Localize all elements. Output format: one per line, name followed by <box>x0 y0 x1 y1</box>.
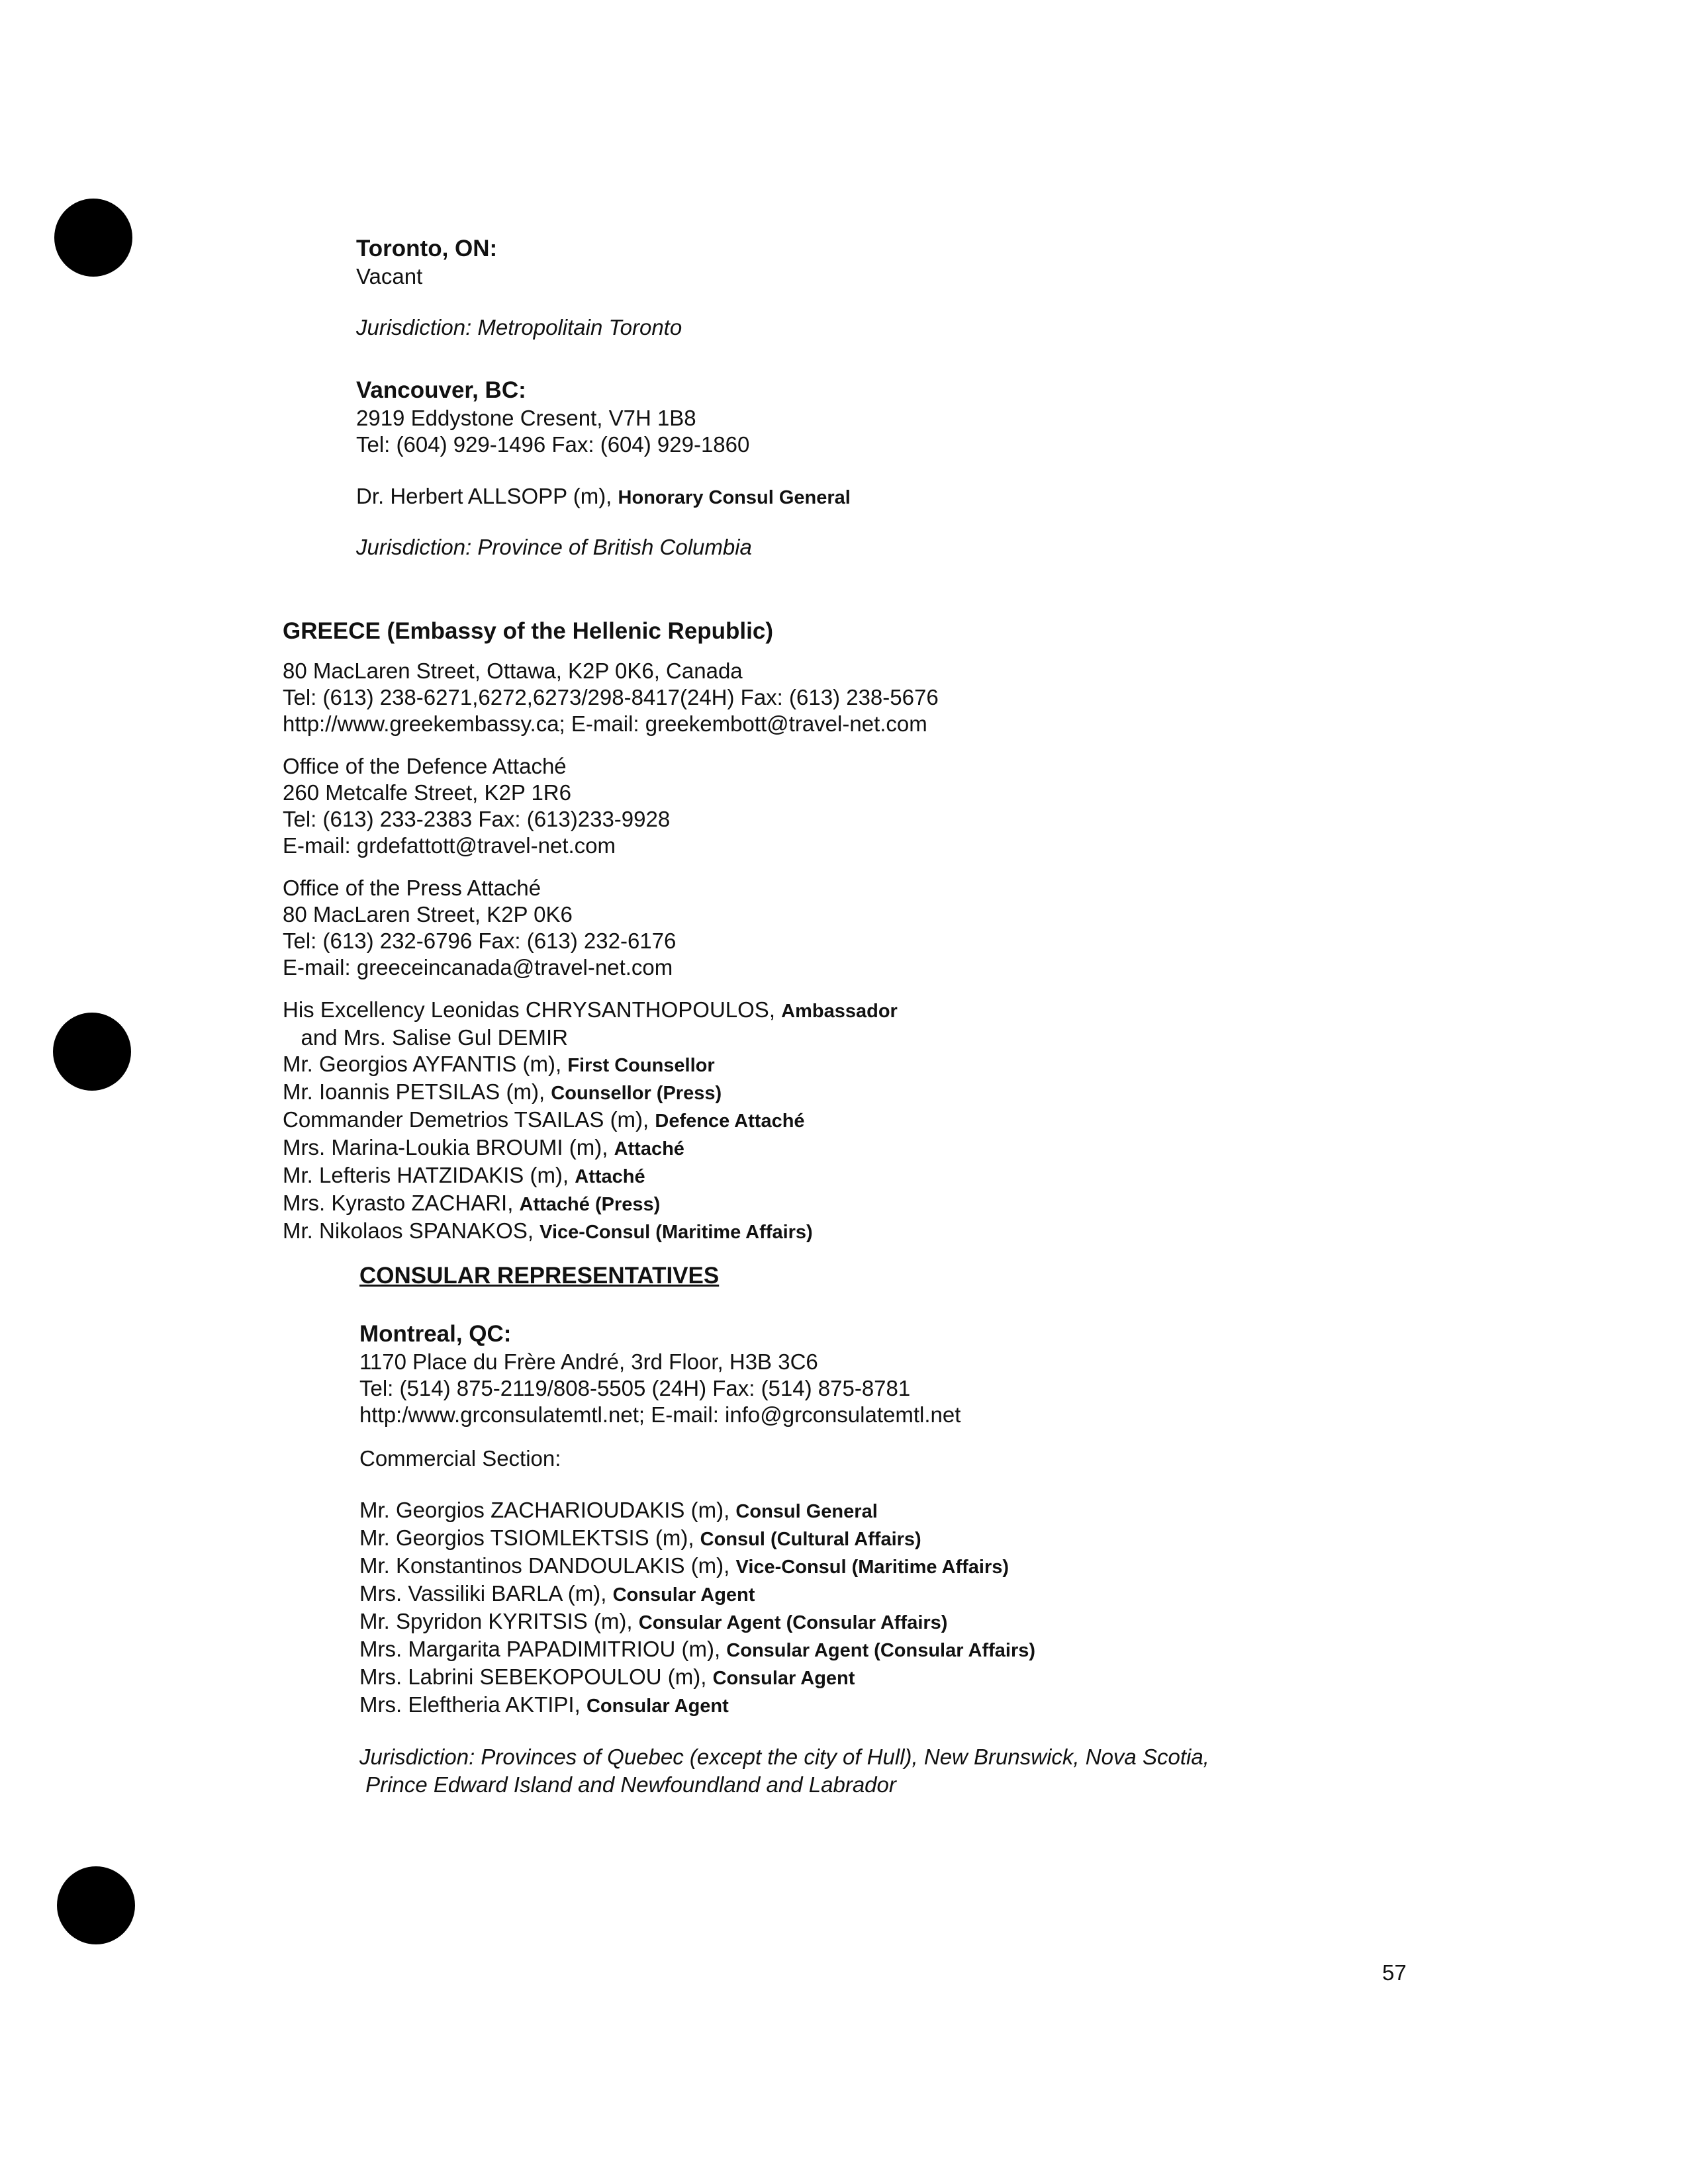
staff-name: Commander Demetrios TSAILAS (m), <box>283 1107 655 1132</box>
staff-name: Mr. Nikolaos SPANAKOS, <box>283 1218 540 1243</box>
staff-title: Consular Agent <box>612 1584 755 1606</box>
punch-hole-bottom <box>57 1866 135 1944</box>
staff-name: Mrs. Eleftheria AKTIPI, <box>359 1692 586 1717</box>
greece-tel: Tel: (613) 238-6271,6272,6273/298-8417(24H) Fax: (613) 238-5676 <box>283 685 939 709</box>
vancouver-person-title: Honorary Consul General <box>618 487 851 508</box>
staff-row <box>359 1692 1209 1719</box>
montreal-jurisdiction-line-2: Prince Edward Island and Newfoundland and Labrador <box>359 1772 896 1797</box>
staff-title: Consul General <box>735 1501 878 1522</box>
staff-title: Attaché (Press) <box>519 1194 661 1215</box>
staff-name: Mr. Konstantinos DANDOULAKIS (m), <box>359 1553 736 1578</box>
staff-name: His Excellency Leonidas CHRYSANTHOPOULOS, <box>283 997 782 1022</box>
montreal-address: 1170 Place du Frère André, 3rd Floor, H3B 3C6 <box>359 1349 818 1374</box>
toronto-status: Vacant <box>356 264 423 289</box>
montreal-heading: Montreal, QC: <box>359 1321 512 1347</box>
staff-name: Mrs. Marina-Loukia BROUMI (m), <box>283 1135 614 1160</box>
press-office-tel: Tel: (613) 232-6796 Fax: (613) 232-6176 <box>283 929 677 953</box>
staff-title: Consul (Cultural Affairs) <box>700 1529 921 1550</box>
staff-title: Ambassador <box>781 1001 898 1022</box>
staff-title: Vice-Consul (Maritime Affairs) <box>539 1222 813 1243</box>
staff-title: Counsellor (Press) <box>551 1083 722 1104</box>
staff-name: Mrs. Kyrasto ZACHARI, <box>283 1191 520 1215</box>
staff-row <box>283 1134 939 1162</box>
staff-name: Mr. Georgios TSIOMLEKTSIS (m), <box>359 1525 700 1550</box>
defence-office-email: E-mail: grdefattott@travel-net.com <box>283 833 616 858</box>
greece-address: 80 MacLaren Street, Ottawa, K2P 0K6, Canada <box>283 659 743 683</box>
staff-row <box>283 1218 939 1246</box>
montreal-tel: Tel: (514) 875-2119/808-5505 (24H) Fax: (514) 875-8781 <box>359 1376 911 1400</box>
staff-name: Mr. Lefteris HATZIDAKIS (m), <box>283 1163 575 1187</box>
punch-hole-top <box>54 199 132 277</box>
montreal-commercial: Commercial Section: <box>359 1446 561 1471</box>
vancouver-jurisdiction: Jurisdiction: Province of British Columbia <box>356 535 752 559</box>
staff-title: Defence Attaché <box>655 1111 805 1132</box>
vancouver-address: 2919 Eddystone Cresent, V7H 1B8 <box>356 406 696 430</box>
greece-web: http://www.greekembassy.ca; E-mail: greekembott@travel-net.com <box>283 711 927 736</box>
vancouver-person <box>356 483 851 511</box>
consular-section <box>359 1261 1209 1799</box>
vancouver-person-name: Dr. Herbert ALLSOPP (m), <box>356 484 618 508</box>
staff-row <box>283 997 939 1024</box>
toronto-heading: Toronto, ON: <box>356 236 498 261</box>
defence-office-tel: Tel: (613) 233-2383 Fax: (613)233-9928 <box>283 807 671 831</box>
staff-name: and Mrs. Salise Gul DEMIR <box>283 1025 568 1050</box>
punch-hole-middle <box>53 1013 131 1091</box>
staff-row <box>283 1107 939 1134</box>
staff-row <box>359 1636 1209 1664</box>
staff-name: Mr. Spyridon KYRITSIS (m), <box>359 1609 639 1633</box>
press-office-email: E-mail: greeceincanada@travel-net.com <box>283 955 673 979</box>
staff-row <box>359 1664 1209 1692</box>
consular-staff-list <box>359 1497 1209 1719</box>
staff-title: Attaché <box>575 1166 645 1187</box>
vancouver-tel: Tel: (604) 929-1496 Fax: (604) 929-1860 <box>356 432 750 457</box>
staff-row <box>359 1580 1209 1608</box>
staff-title: Consular Agent (Consular Affairs) <box>638 1612 948 1633</box>
embassy-staff-list <box>283 997 939 1246</box>
toronto-jurisdiction: Jurisdiction: Metropolitain Toronto <box>356 315 682 340</box>
staff-row <box>359 1553 1209 1580</box>
press-office-address: 80 MacLaren Street, K2P 0K6 <box>283 902 573 927</box>
staff-row <box>359 1608 1209 1636</box>
staff-title: First Counsellor <box>567 1055 715 1076</box>
staff-row <box>283 1162 939 1190</box>
staff-row <box>359 1525 1209 1553</box>
staff-row <box>283 1190 939 1218</box>
vancouver-section <box>356 376 851 561</box>
consular-heading: CONSULAR REPRESENTATIVES <box>359 1263 720 1289</box>
staff-title: Attaché <box>614 1138 684 1160</box>
staff-name: Mr. Ioannis PETSILAS (m), <box>283 1079 551 1104</box>
staff-title: Consular Agent <box>586 1696 729 1717</box>
greece-section <box>283 617 939 1246</box>
page-number: 57 <box>1382 1960 1407 1985</box>
staff-title: Consular Agent (Consular Affairs) <box>726 1640 1036 1661</box>
staff-row <box>359 1497 1209 1525</box>
vancouver-heading: Vancouver, BC: <box>356 377 526 403</box>
staff-row <box>283 1051 939 1079</box>
staff-name: Mrs. Vassiliki BARLA (m), <box>359 1581 613 1606</box>
staff-row <box>283 1079 939 1107</box>
staff-name: Mrs. Labrini SEBEKOPOULOU (m), <box>359 1664 713 1689</box>
press-office-title: Office of the Press Attaché <box>283 876 541 900</box>
staff-name: Mr. Georgios ZACHARIOUDAKIS (m), <box>359 1498 736 1522</box>
greece-title: GREECE (Embassy of the Hellenic Republic) <box>283 618 773 644</box>
staff-name: Mrs. Margarita PAPADIMITRIOU (m), <box>359 1637 727 1661</box>
montreal-jurisdiction-line-1: Jurisdiction: Provinces of Quebec (except the city of Hull), New Brunswick, Nova Scotia, <box>359 1745 1209 1769</box>
staff-title: Consular Agent <box>712 1668 855 1689</box>
staff-name: Mr. Georgios AYFANTIS (m), <box>283 1052 568 1076</box>
montreal-web: http:/www.grconsulatemtl.net; E-mail: info@grconsulatemtl.net <box>359 1402 961 1427</box>
defence-office-address: 260 Metcalfe Street, K2P 1R6 <box>283 780 571 805</box>
defence-office-title: Office of the Defence Attaché <box>283 754 567 778</box>
staff-row <box>283 1024 939 1051</box>
staff-title: Vice-Consul (Maritime Affairs) <box>735 1557 1009 1578</box>
toronto-section <box>356 234 682 341</box>
